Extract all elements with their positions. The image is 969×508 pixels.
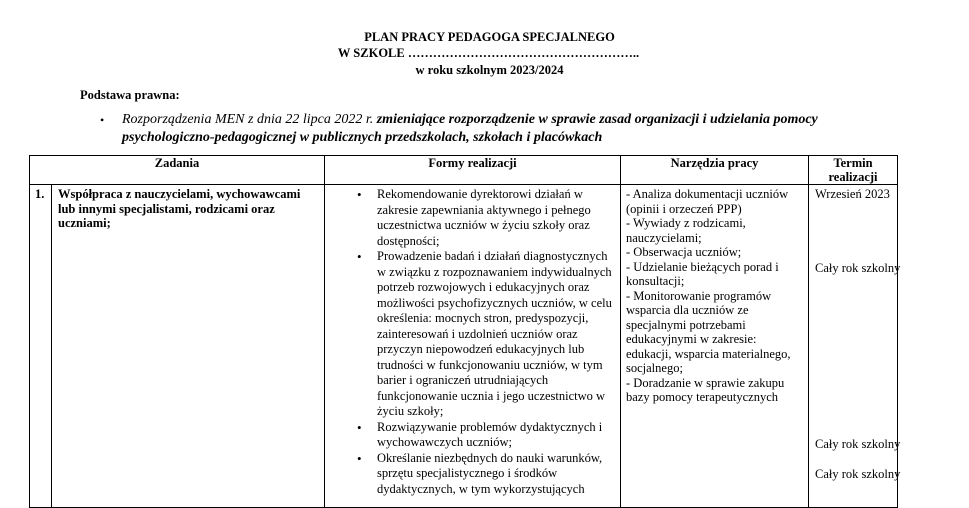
term-item: Wrzesień 2023 bbox=[815, 187, 890, 201]
school-line: W SZKOLE ……………………………………………….. bbox=[337, 46, 640, 60]
regulation-date: Rozporządzenia MEN z dnia 22 lipca 2022 r. bbox=[122, 112, 374, 127]
forms-list bbox=[325, 187, 616, 497]
term-item: Cały rok szkolny bbox=[815, 437, 901, 451]
term-item: Cały rok szkolny bbox=[815, 261, 901, 275]
term-cell bbox=[809, 185, 901, 508]
document-title: PLAN PRACY PEDAGOGA SPECJALNEGO bbox=[364, 30, 615, 44]
tool-item: - Analiza dokumentacji uczniów (opinii i orzeczeń PPP) bbox=[626, 187, 789, 216]
bullet-icon: • bbox=[100, 113, 105, 127]
header-narzedzia: Narzędzia pracy bbox=[621, 156, 809, 185]
tool-item: - Obserwacja uczniów; bbox=[626, 245, 742, 259]
header-formy: Formy realizacji bbox=[325, 156, 621, 185]
tool-item: - Udzielanie bieżących porad i konsultacji; bbox=[626, 259, 779, 288]
tool-item: - Doradzanie w sprawie zakupu bazy pomocy terapeutycznych bbox=[626, 375, 785, 404]
legal-basis-text bbox=[122, 111, 912, 147]
table-row bbox=[30, 185, 898, 508]
list-item: • Prowadzenie badań i działań diagnostycznych w związku z rozpoznawaniem indywidualnych potrzeb rozwojowych i edukacyjnych oraz możliwości psychofizycznych uczniów, w celu określenia: mocnych stron, predyspozycji, zainteresowań i uzdolnień uczniów oraz przyczyn niepowodzeń edukacyjnych lub trudności w funkcjonowaniu uczniów, w tym barier i ograniczeń utrudniających funkcjonowanie ucznia i jego uczestnictwo w życiu szkoły; bbox=[357, 249, 616, 420]
forms-cell bbox=[325, 185, 621, 508]
list-item: • Rozwiązywanie problemów dydaktycznych i wychowawczych uczniów; bbox=[357, 420, 616, 451]
term-item: Cały rok szkolny bbox=[815, 467, 901, 481]
header-zadania: Zadania bbox=[30, 156, 325, 185]
plan-table bbox=[29, 155, 901, 508]
table-header-row bbox=[30, 156, 898, 185]
task-cell: Współpraca z nauczycielami, wychowawcami lub innymi specjalistami, rodzicami oraz uczniami; bbox=[52, 185, 325, 508]
list-item: • Rekomendowanie dyrektorowi działań w zakresie zapewniania aktywnego i pełnego uczestnictwa uczniów w życiu szkoły oraz dostępności; bbox=[357, 187, 616, 249]
legal-basis-label: Podstawa prawna: bbox=[80, 88, 180, 102]
school-year-line: w roku szkolnym 2023/2024 bbox=[415, 63, 564, 77]
tool-item: - Wywiady z rodzicami, nauczycielami; bbox=[626, 216, 746, 245]
tools-cell bbox=[621, 185, 809, 508]
tool-item: - Monitorowanie programów wsparcia dla uczniów ze specjalnymi potrzebami edukacyjnymi w zakresie: edukacji, wsparcia materialnego, socjalnego; bbox=[626, 288, 791, 375]
list-item: • Określanie niezbędnych do nauki warunków, sprzętu specjalistycznego i środków dydaktycznych, w tym wykorzystujących bbox=[357, 451, 616, 498]
header-termin: Termin realizacji bbox=[809, 156, 898, 185]
row-number: 1. bbox=[30, 185, 52, 508]
regulation-subject: zmieniające rozporządzenie w sprawie zasad organizacji i udzielania pomocy psychologiczno-pedagogicznej w publicznych przedszkolach, szkołach i placówkach bbox=[122, 112, 818, 145]
